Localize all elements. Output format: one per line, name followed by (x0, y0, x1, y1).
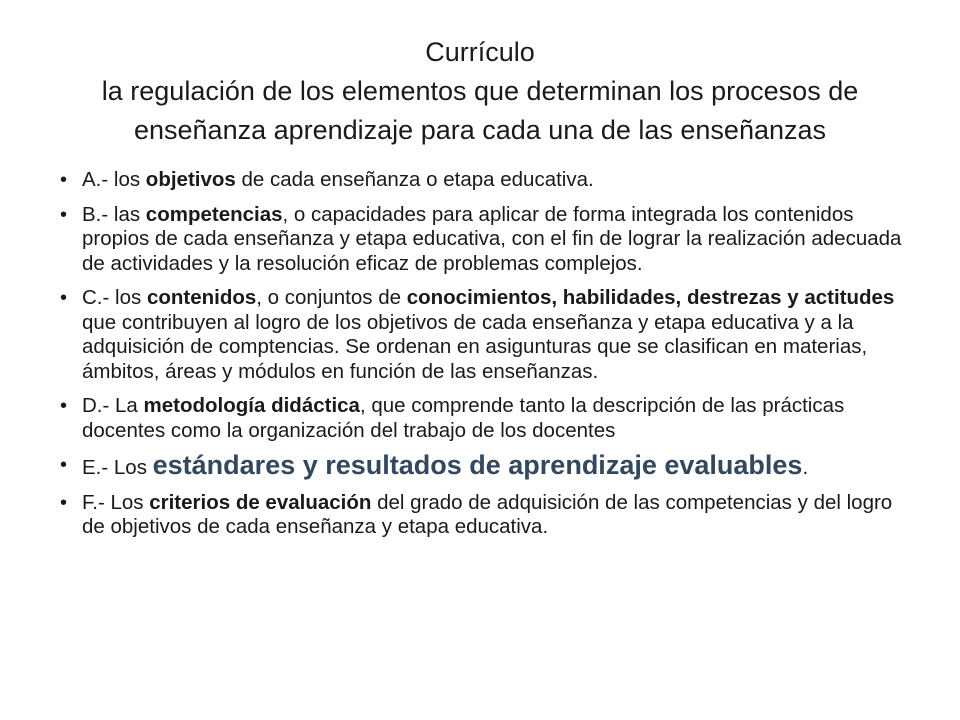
bullet-keyword-highlight: estándares y resultados de aprendizaje evaluables (152, 450, 803, 480)
bullet-keyword: competencias (145, 202, 283, 226)
bullet-text: de cada enseñanza o etapa educativa. (235, 168, 594, 191)
bullet-text: A.- los (82, 168, 146, 191)
bullet-text: , o capacidades para aplicar de forma integrada los contenidos propios de cada enseñanza y etapa educativa, con el fin de lograr la realización adecuada de actividades y la resolución eficaz de problemas complejos. (82, 202, 902, 275)
bullet-text: del grado de adquisición de las competencias y del logro de objetivos de cada enseñanza y etapa educativa. (82, 490, 893, 538)
bullet-text: , que comprende tanto la descripción de las prácticas docentes como la organización del trabajo de los docentes (82, 394, 845, 442)
slide-body (60, 168, 910, 550)
bullet-keyword: objetivos (145, 168, 236, 191)
bullet-dot-icon: • (60, 169, 68, 191)
bullet-dot-icon: • (60, 203, 68, 226)
bullet-dot-icon: • (60, 395, 68, 417)
slide-title (60, 33, 900, 150)
bullet-text: C.- los (82, 286, 147, 309)
title-line-2: la regulación de los elementos que determinan los procesos de (101, 76, 859, 106)
bullet-keyword: contenidos (146, 286, 257, 309)
bullet-item-b (60, 203, 910, 277)
bullet-text: E.- Los (82, 456, 153, 479)
bullet-item-f (60, 491, 910, 540)
bullet-text: B.- las (82, 202, 146, 226)
bullet-text: . (802, 456, 809, 479)
bullet-item-e (60, 450, 910, 481)
bullet-text: que contribuyen al logro de los objetivos de cada enseñanza y etapa educativa y a la adquisición de comptencias. Se ordenan en asigunturas que se clasifican en materias, ámbitos, áreas y módulos en función de las enseñanzas. (82, 310, 868, 383)
bullet-keyword: metodología didáctica (143, 394, 360, 417)
bullet-dot-icon: • (60, 491, 68, 514)
bullet-item-a (60, 168, 910, 193)
bullet-text: , o conjuntos de (256, 286, 407, 309)
title-line-3: enseñanza aprendizaje para cada una de las enseñanzas (133, 115, 827, 145)
title-line-1: Currículo (425, 37, 535, 67)
bullet-item-c (60, 286, 910, 384)
bullet-keyword: criterios de evaluación (149, 490, 372, 514)
bullet-dot-icon: • (60, 287, 68, 309)
bullet-keyword: conocimientos, habilidades, destrezas y actitudes (406, 286, 895, 309)
bullet-item-d (60, 394, 910, 443)
bullet-text: F.- Los (82, 490, 150, 514)
bullet-dot-icon: • (60, 454, 68, 476)
bullet-text: D.- La (82, 394, 144, 417)
bullet-list (60, 168, 910, 540)
